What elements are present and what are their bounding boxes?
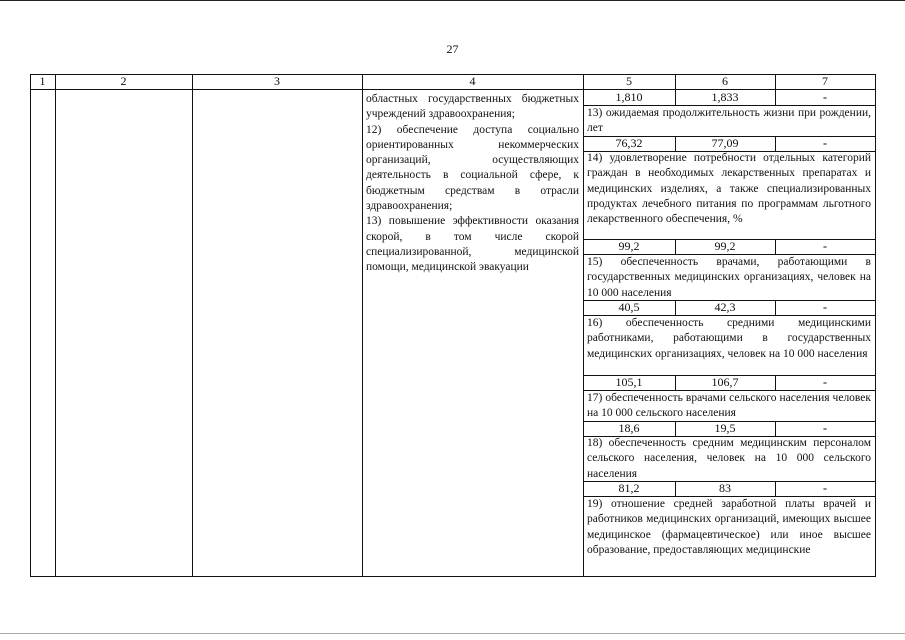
measures-paragraph: областных государственных бюджетных учреждений здравоохранения; [366,93,579,121]
value-divider [775,90,776,105]
header-col-7: 7 [822,74,828,88]
value-col-6: 99,2 [714,239,736,253]
value-divider [675,136,676,151]
value-divider [775,300,776,315]
header-divider [675,74,676,89]
value-col-7: - [823,375,827,389]
value-divider [775,239,776,254]
value-col-7: - [823,136,827,150]
value-col-6: 77,09 [711,136,739,150]
value-divider [675,239,676,254]
header-col-5: 5 [626,74,632,88]
measures-paragraph: 13) повышение эффективности оказания скорой, в том числе скорой специализированной, медицинской помощи, медицинской эвакуации [366,215,579,274]
table-border-bottom [30,576,876,577]
value-col-5: 18,6 [618,421,640,435]
value-col-7: - [823,300,827,314]
value-col-6: 42,3 [714,300,736,314]
indicator-text: 16) обеспеченность средними медицинскими работниками, работающими в государственных медицинских организациях, человек на 10 000 населения [587,317,871,360]
value-col-7: - [823,90,827,104]
value-col-7: - [823,421,827,435]
table-border-left [30,74,31,577]
value-divider [675,421,676,436]
measures-cell [366,92,579,276]
value-divider [675,90,676,105]
indicator-text: 15) обеспеченность врачами, работающими в государственных медицинских организациях, человек на 10 000 населения [587,256,871,299]
value-col-6: 106,7 [711,375,739,389]
value-col-7: - [823,481,827,495]
value-divider [775,421,776,436]
column-divider [362,74,363,577]
indicator-text: 14) удовлетворение потребности отдельных категорий граждан в необходимых лекарственных препаратах и медицинских изделиях, а также специализированных продуктах лечебного питания по программам льготного лекарственного обеспечения, % [587,152,871,226]
indicator-text: 13) ожидаемая продолжительность жизни при рождении, лет [587,107,871,135]
value-col-5: 105,1 [615,375,643,389]
value-col-5: 81,2 [618,481,640,495]
value-divider [775,375,776,390]
page-bottom-edge [0,633,905,634]
header-col-3: 3 [274,74,280,88]
value-col-5: 40,5 [618,300,640,314]
value-col-5: 1,810 [615,90,643,104]
value-divider [775,136,776,151]
column-divider [192,74,193,577]
column-divider [55,74,56,577]
value-col-6: 1,833 [711,90,739,104]
page-top-edge [0,0,905,1]
indicator-text: 17) обеспеченность врачами сельского населения человек на 10 000 сельского населения [587,392,871,420]
indicator-text: 19) отношение средней заработной платы врачей и работников медицинских организаций, имеющих высшее медицинское (фармацевтическое) или иное высшее образование, предоставляющих медицинские [587,498,871,556]
value-divider [775,481,776,496]
page-number: 27 [446,42,459,56]
value-col-7: - [823,239,827,253]
value-divider [675,481,676,496]
indicator-text: 18) обеспеченность средним медицинским персоналом сельского населения, человек на 10 000 сельского населения [587,437,871,480]
header-col-4: 4 [469,74,476,88]
value-col-6: 83 [719,481,731,495]
measures-paragraph: 12) обеспечение доступа социально ориентированных некоммерческих организаций, осуществляющих деятельность в социальной сфере, к бюджетным средствам в отрасли здравоохранения; [366,123,579,213]
header-col-1: 1 [39,74,46,88]
value-divider [675,300,676,315]
table-border-right [875,74,876,577]
value-col-5: 76,32 [615,136,643,150]
header-col-2: 2 [120,74,127,88]
header-divider [775,74,776,89]
value-col-5: 99,2 [618,239,640,253]
header-col-6: 6 [722,74,728,88]
value-col-6: 19,5 [714,421,736,435]
value-divider [675,375,676,390]
